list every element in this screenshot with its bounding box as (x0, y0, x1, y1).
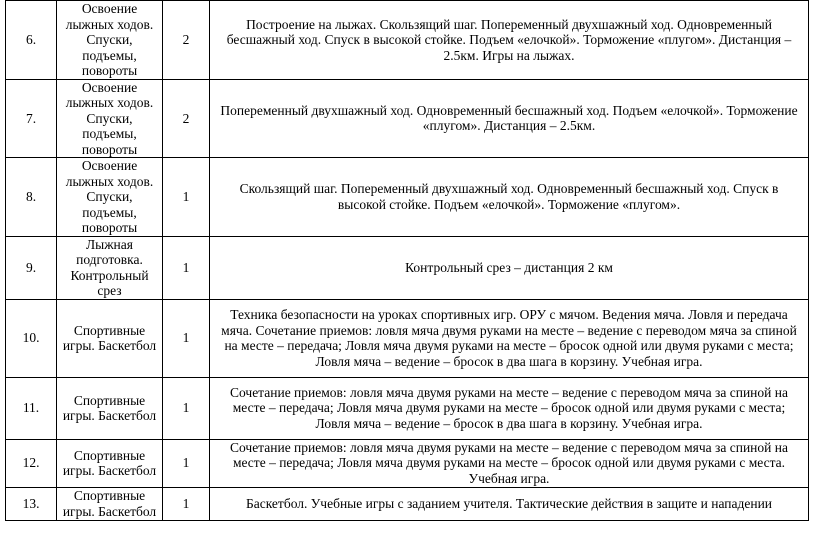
table-row (6, 236, 809, 299)
lesson-hours: 1 (163, 439, 210, 487)
lesson-hours: 1 (163, 487, 210, 520)
lesson-hours: 1 (163, 299, 210, 377)
lesson-hours: 2 (163, 79, 210, 158)
table-row (6, 377, 809, 439)
table-row (6, 79, 809, 158)
lesson-topic: Освоение лыжных ходов. Спуски, подъемы, повороты (57, 79, 163, 158)
lesson-number: 7. (6, 79, 57, 158)
lesson-topic: Спортивные игры. Баскетбол (57, 439, 163, 487)
lesson-topic: Лыжная подготовка. Контрольный срез (57, 236, 163, 299)
lesson-content: Скользящий шаг. Попеременный двухшажный ход. Одновременный бесшажный ход. Спуск в высокой стойке. Подъем «елочкой». Торможение «плугом». (210, 158, 809, 237)
table-row (6, 439, 809, 487)
lesson-content: Баскетбол. Учебные игры с заданием учителя. Тактические действия в защите и нападении (210, 487, 809, 520)
document-page (5, 0, 808, 518)
lesson-topic: Освоение лыжных ходов. Спуски, подъемы, повороты (57, 158, 163, 237)
lesson-content: Попеременный двухшажный ход. Одновременный бесшажный ход. Подъем «елочкой». Торможение «плугом». Дистанция – 2.5км. (210, 79, 809, 158)
lesson-hours: 1 (163, 158, 210, 237)
lesson-content: Техника безопасности на уроках спортивных игр. ОРУ с мячом. Ведения мяча. Ловля и передача мяча. Сочетание приемов: ловля мяча двумя руками на месте – ведение с переводом мяча за спиной на месте – передача; Ловля мяча двумя руками на месте – бросок одной или двумя руками с места; Ловля мяча – ведение – бросок в два шага в корзину. Учебная игра. (210, 299, 809, 377)
table-row (6, 1, 809, 80)
lesson-topic: Спортивные игры. Баскетбол (57, 487, 163, 520)
lesson-content: Построение на лыжах. Скользящий шаг. Попеременный двухшажный ход. Одновременный бесшажный ход. Спуск в высокой стойке. Подъем «елочкой». Торможение «плугом». Дистанция – 2.5км. Игры на лыжах. (210, 1, 809, 80)
lesson-number: 12. (6, 439, 57, 487)
lesson-number: 6. (6, 1, 57, 80)
lesson-content: Контрольный срез – дистанция 2 км (210, 236, 809, 299)
lesson-number: 8. (6, 158, 57, 237)
lesson-hours: 2 (163, 1, 210, 80)
table-row (6, 158, 809, 237)
lesson-content: Сочетание приемов: ловля мяча двумя руками на месте – ведение с переводом мяча за спиной на месте – передача; Ловля мяча двумя руками на месте – бросок одной или двумя руками с места. Учебная игра. (210, 439, 809, 487)
lesson-number: 11. (6, 377, 57, 439)
lesson-hours: 1 (163, 236, 210, 299)
lesson-hours: 1 (163, 377, 210, 439)
lesson-number: 13. (6, 487, 57, 520)
lesson-number: 10. (6, 299, 57, 377)
table-row (6, 299, 809, 377)
lesson-plan-table (5, 0, 809, 521)
lesson-topic: Освоение лыжных ходов. Спуски, подъемы, повороты (57, 1, 163, 80)
lesson-topic: Спортивные игры. Баскетбол (57, 377, 163, 439)
lesson-content: Сочетание приемов: ловля мяча двумя руками на месте – ведение с переводом мяча за спиной на месте – передача; Ловля мяча двумя руками на месте – бросок одной или двумя руками с места; Ловля мяча – ведение – бросок в два шага в корзину. Учебная игра. (210, 377, 809, 439)
lesson-topic: Спортивные игры. Баскетбол (57, 299, 163, 377)
lesson-number: 9. (6, 236, 57, 299)
table-row (6, 487, 809, 520)
